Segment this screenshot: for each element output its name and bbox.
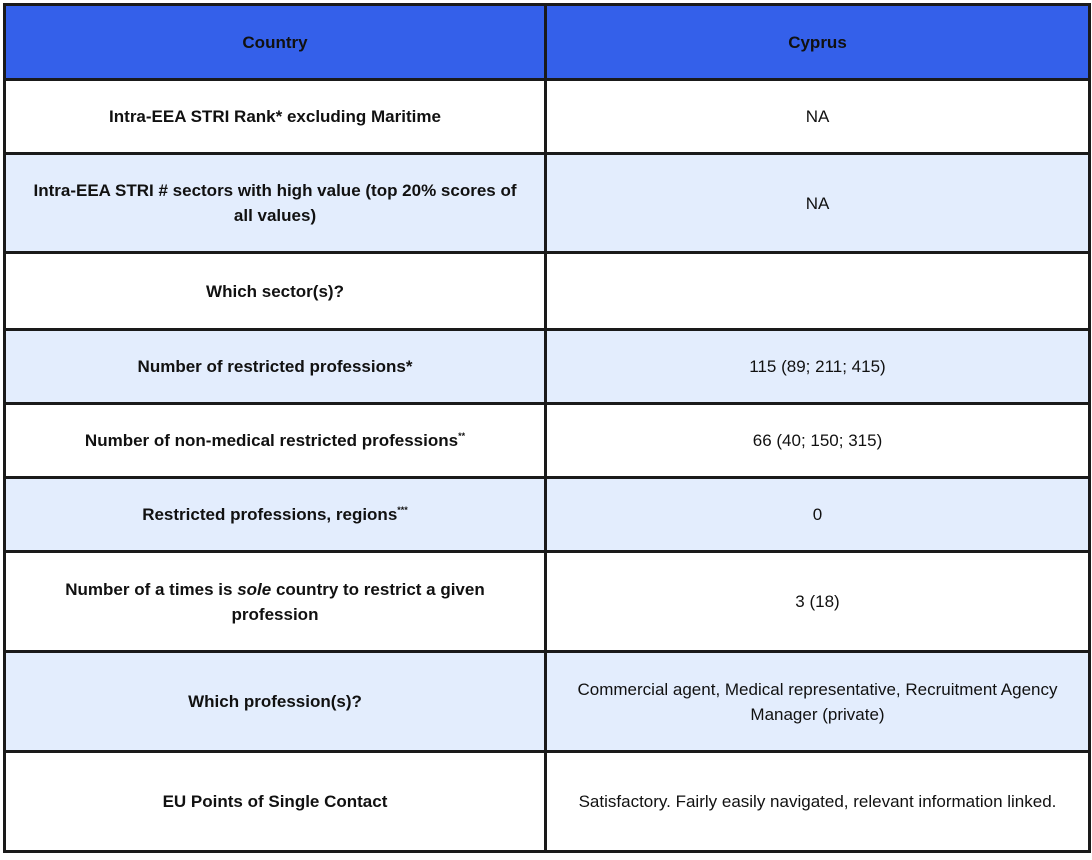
row-label-cell: [5, 404, 546, 478]
table-row: [5, 478, 1090, 552]
row-label: Restricted professions, regions: [142, 505, 398, 524]
row-label-post: country to restrict a given profession: [231, 579, 485, 624]
table-row: [5, 154, 1090, 253]
row-label: Which sector(s)?: [5, 253, 546, 330]
table-row: [5, 752, 1090, 852]
row-label-pre: Number of a times is: [65, 579, 238, 599]
header-row: [5, 5, 1090, 80]
table-row: [5, 404, 1090, 478]
row-value: 3 (18): [546, 552, 1090, 652]
row-label-cell: [5, 552, 546, 652]
row-label-cell: [5, 478, 546, 552]
table-row: [5, 652, 1090, 752]
row-value: [546, 253, 1090, 330]
row-value: NA: [546, 154, 1090, 253]
row-label: Intra-EEA STRI # sectors with high value (top 20% scores of all values): [5, 154, 546, 253]
row-value: 66 (40; 150; 315): [546, 404, 1090, 478]
row-label: Intra-EEA STRI Rank* excluding Maritime: [5, 80, 546, 154]
row-value: NA: [546, 80, 1090, 154]
row-value: Commercial agent, Medical representative, Recruitment Agency Manager (private): [546, 652, 1090, 752]
table-row: [5, 552, 1090, 652]
country-comparison-table: [3, 3, 1091, 853]
row-value: 0: [546, 478, 1090, 552]
row-label: Number of non-medical restricted professions: [84, 431, 459, 450]
row-label: EU Points of Single Contact: [5, 752, 546, 852]
row-label: Which profession(s)?: [5, 652, 546, 752]
footnote-marker: ***: [397, 505, 408, 515]
header-country: Country: [5, 5, 546, 80]
table-row: [5, 330, 1090, 404]
row-label: Number of restricted professions*: [5, 330, 546, 404]
footnote-marker: **: [458, 431, 466, 441]
header-cyprus: Cyprus: [546, 5, 1090, 80]
row-label-emphasis: sole: [237, 579, 272, 599]
row-value: 115 (89; 211; 415): [546, 330, 1090, 404]
row-value: Satisfactory. Fairly easily navigated, relevant information linked.: [546, 752, 1090, 852]
table-row: [5, 253, 1090, 330]
table-row: [5, 80, 1090, 154]
